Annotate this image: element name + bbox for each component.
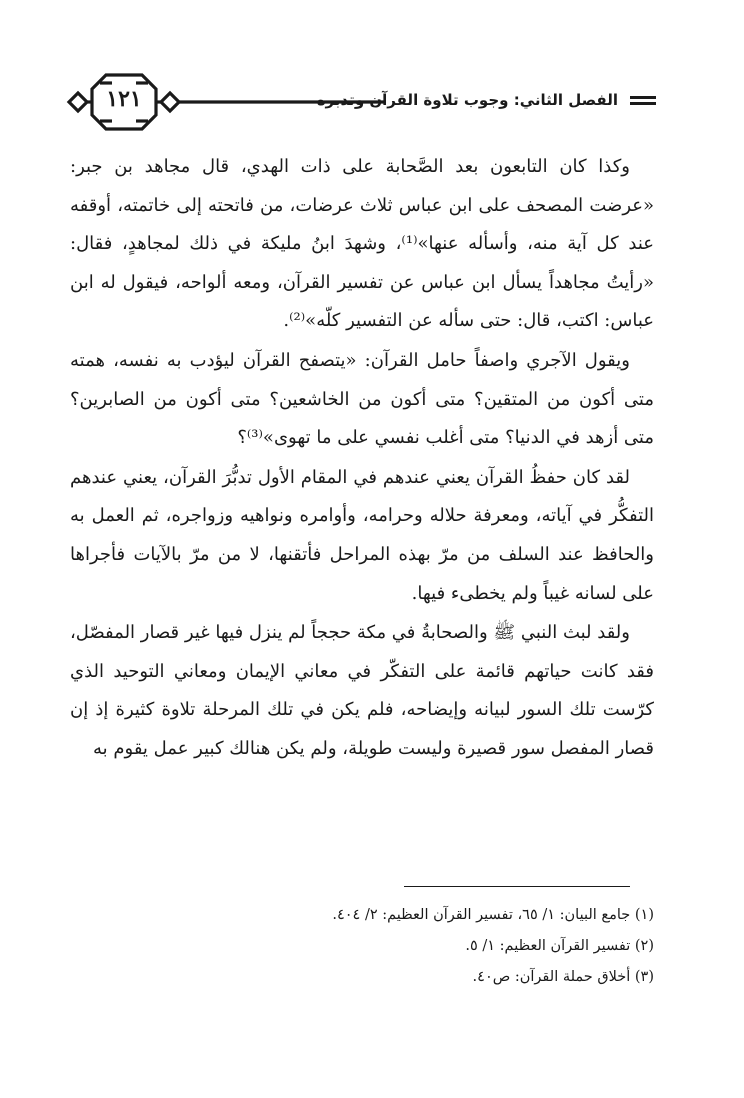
main-text <box>70 148 654 769</box>
heading-bar-top <box>630 96 656 99</box>
left-diamond-ornament <box>69 93 87 111</box>
footnotes <box>70 900 654 993</box>
chapter-label: الفصل الثاني: <box>513 91 618 109</box>
paragraph: ويقول الآجري واصفاً حامل القرآن: «يتصفح القرآن ليؤدب به نفسه، همته متى أكون من المتقين؟ متى أكون من الخاشعين؟ متى أكون من الصابرين؟ متى أزهد في الدنيا؟ متى أغلب نفسي على ما تهوى»⁽³⁾؟ <box>70 349 654 449</box>
chapter-heading <box>317 91 618 109</box>
running-header <box>66 72 656 132</box>
footnote-separator <box>404 886 630 887</box>
paragraph: ولقد لبث النبي ﷺ والصحابةُ في مكة حججاً لم ينزل فيها غير قصار المفصّل، فقد كانت حياتهم قائمة على التفكّر في معاني الإيمان ومعاني التوحيد الذي كرّست تلك السور لبيانه وإيضاحه، فلم يكن في تلك المرحلة تلاوة كثيرة إذ إن قصار المفصل سور قصيرة وليست طويلة، ولم يكن هنالك كبير عمل يقوم به <box>70 622 654 759</box>
right-diamond-ornament <box>161 93 179 111</box>
heading-bar-bottom <box>630 102 656 105</box>
footnote: (٢) تفسير القرآن العظيم: ١/ ٥. <box>465 938 654 954</box>
footnote: (١) جامع البيان: ١/ ٦٥، تفسير القرآن العظيم: ٢/ ٤٠٤. <box>332 907 654 923</box>
paragraph: وكذا كان التابعون بعد الصَّحابة على ذات الهدي، قال مجاهد بن جبر: «عرضت المصحف على ابن عباس ثلاث عرضات، من فاتحته إلى خاتمته، أوقفه عند كل آية منه، وأسأله عنها»⁽¹⁾، وشهدَ ابنُ مليكة في ذلك لمجاهدٍ، فقال: «رأيتُ مجاهداً يسأل ابن عباس عن تفسير القرآن، ومعه ألواحه، فيقول له ابن عباس: اكتب، قال: حتى سأله عن التفسير كلّه»⁽²⁾. <box>70 156 654 332</box>
paragraph: لقد كان حفظُ القرآن يعني عندهم في المقام الأول تدبُّرَ القرآن، يعني عندهم التفكُّر في آياته، ومعرفة حلاله وحرامه، وأوامره ونواهيه وزواجره، ثم العمل به والحافظ عند السلف من مرّ بهذه المراحل فأتقنها، لا من مرّ بالآيات فأجراها على لسانه غيباً ولم يخطىء فيها. <box>70 466 654 604</box>
chapter-title: وجوب تلاوة القرآن وتدبره <box>316 91 509 109</box>
footnote: (٣) أخلاق حملة القرآن: ص٤٠. <box>472 969 654 985</box>
page-number: ١٢١ <box>106 86 142 112</box>
